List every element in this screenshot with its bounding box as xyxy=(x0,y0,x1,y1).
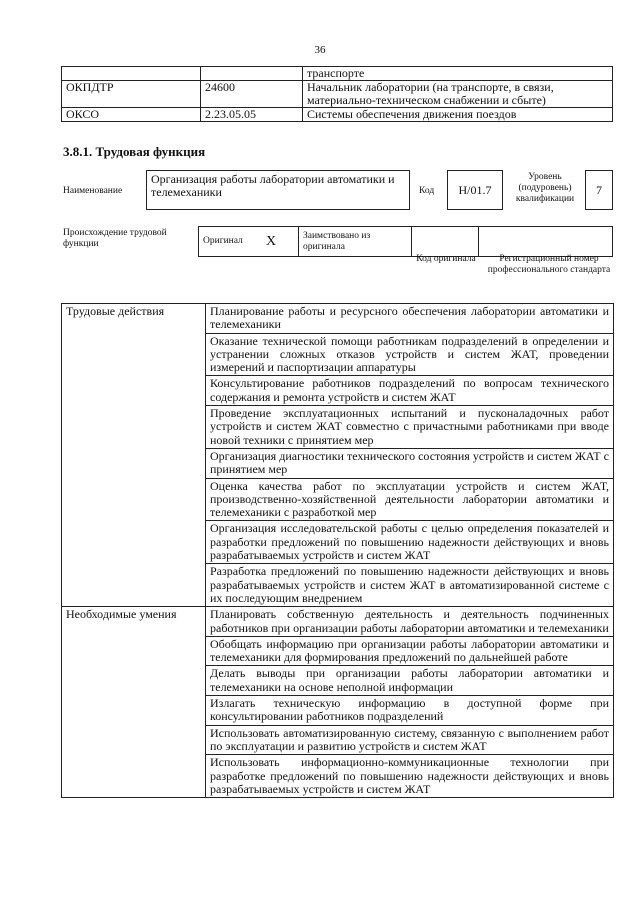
table-cell: 2.23.05.05 xyxy=(201,108,303,122)
name-label: Наименование xyxy=(63,186,123,196)
table-cell xyxy=(62,67,201,81)
list-item: Обобщать информацию при организации работы лаборатории автоматики и телемеханики для формирования предложений по дальнейшей работе xyxy=(206,636,614,666)
list-item: Планировать собственную деятельность и деятельность подчиненных работников при организации работы лаборатории автоматики и телемеханики xyxy=(206,607,614,637)
table-cell: Начальник лаборатории (на транспорте, в связи, материально-техническом снабжении и сбыте) xyxy=(303,81,613,108)
list-item: Консультирование работников подразделений по вопросам технического содержания и ремонта устройств и систем ЖАТ xyxy=(206,376,614,406)
original-code-cell xyxy=(412,227,479,257)
list-item: Использовать автоматизированную систему, связанную с выполнением работ по эксплуатации и развитию устройств и систем ЖАТ xyxy=(206,725,614,755)
origin-table xyxy=(198,226,613,257)
function-code: H/01.7 xyxy=(447,170,503,210)
borrowed-label: Заимствовано из оригинала xyxy=(299,227,412,257)
function-details-table xyxy=(61,303,614,798)
table-cell xyxy=(201,67,303,81)
list-item: Планирование работы и ресурсного обеспечения лаборатории автоматики и телемеханики xyxy=(206,304,614,334)
list-item: Организация диагностики технического состояния устройств и систем ЖАТ с принятием мер xyxy=(206,448,614,478)
list-item: Организация исследовательской работы с целью определения показателей и разработки предложений по повышению надежности действующих и вновь разрабатываемых устройств и систем ЖАТ xyxy=(206,521,614,564)
table-cell: транспорте xyxy=(303,67,613,81)
category-labor-actions: Трудовые действия xyxy=(62,304,206,607)
table-row xyxy=(62,67,613,81)
classification-table xyxy=(61,66,613,122)
code-caption: Код оригинала xyxy=(416,254,476,264)
page-number: 36 xyxy=(314,44,326,56)
list-item: Использовать информационно-коммуникационные технологии при разработке предложений по повышению надежности действующих и вновь разрабатываемых устройств и систем ЖАТ xyxy=(206,755,614,798)
code-label: Код xyxy=(419,186,435,196)
category-required-skills: Необходимые умения xyxy=(62,607,206,798)
table-cell: ОКПДТР xyxy=(62,81,201,108)
registration-number-cell xyxy=(479,227,613,257)
level-label: Уровень (подуровень) квалификации xyxy=(515,172,575,204)
function-name: Организация работы лаборатории автоматики и телемеханики xyxy=(146,170,410,210)
table-row xyxy=(62,108,613,122)
list-item: Проведение эксплуатационных испытаний и пусконаладочных работ устройств и систем ЖАТ совместно с причастными работниками при вводе новой техники с принятием мер xyxy=(206,406,614,449)
list-item: Излагать техническую информацию в доступной форме при консультировании работников подразделений xyxy=(206,696,614,726)
table-row xyxy=(62,607,614,637)
list-item: Оценка качества работ по эксплуатации устройств и систем ЖАТ, производственно-хозяйственной деятельности лаборатории автоматики и телемеханики с разработкой мер xyxy=(206,478,614,521)
table-row xyxy=(62,81,613,108)
table-cell: 24600 xyxy=(201,81,303,108)
table-row xyxy=(62,304,614,334)
list-item: Разработка предложений по повышению надежности действующих и вновь разрабатываемых устройств и систем ЖАТ в автоматизированной системе с их последующим внедрением xyxy=(206,564,614,607)
list-item: Делать выводы при организации работы лаборатории автоматики и телемеханики на основе неполной информации xyxy=(206,666,614,696)
table-row xyxy=(199,227,613,257)
list-item: Оказание технической помощи работникам подразделений в определении и устранении сложных отказов устройств и систем ЖАТ, проведении измерений и паспортизации аппаратуры xyxy=(206,333,614,376)
original-label: Оригинал xyxy=(199,227,263,257)
table-cell: ОКСО xyxy=(62,108,201,122)
section-title: 3.8.1. Трудовая функция xyxy=(63,144,206,159)
registration-caption: Регистрационный номер профессионального стандарта xyxy=(487,254,611,275)
origin-label: Происхождение трудовой функции xyxy=(63,228,167,249)
qualification-level: 7 xyxy=(585,170,613,210)
original-mark: X xyxy=(262,227,299,257)
table-cell: Системы обеспечения движения поездов xyxy=(303,108,613,122)
